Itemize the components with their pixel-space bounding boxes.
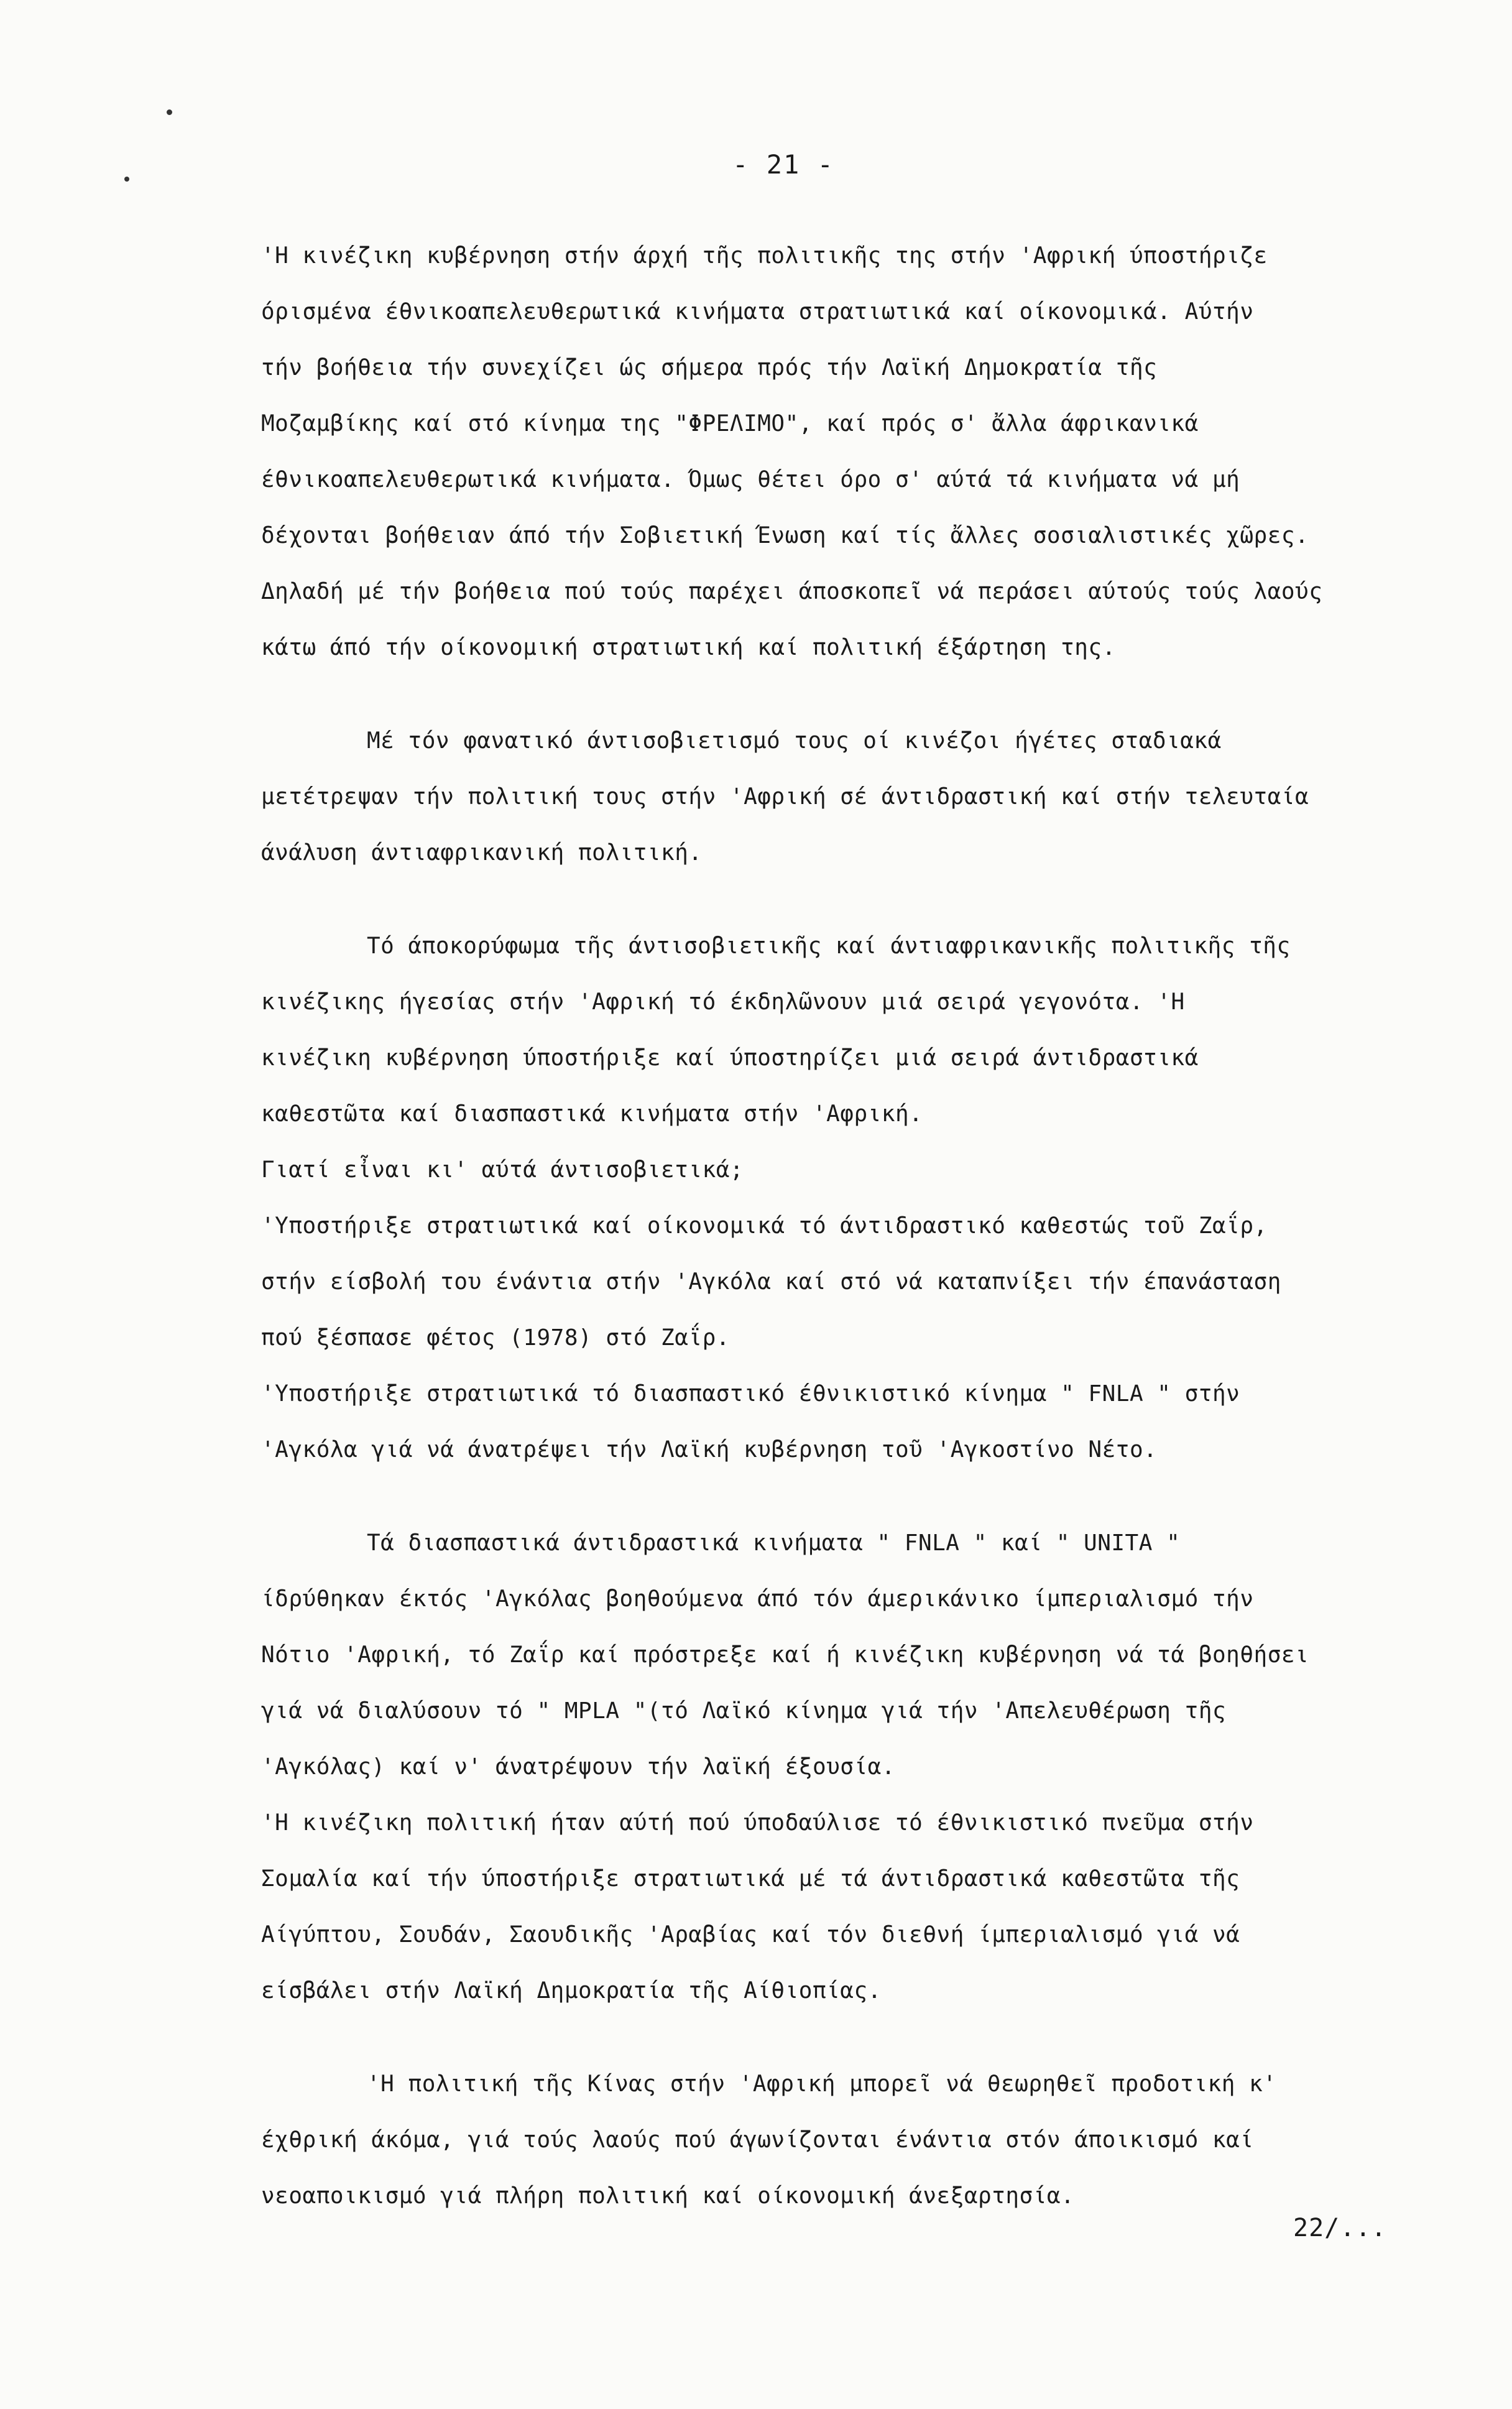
text-line: 'Αγκόλα γιά νά άνατρέψει τήν Λαϊκή κυβέρνηση τοῦ 'Αγκοστίνο Νέτο. [261,1437,1158,1463]
text-line: 'Η κινέζικη πολιτική ήταν αύτή πού ύποδαύλισε τό έθνικιστικό πνεῦμα στήν [261,1810,1254,1836]
text-line: κινέζικη κυβέρνηση ύποστήριξε καί ύποστηρίζει μιά σειρά άντιδραστικά [261,1045,1199,1071]
text-line: Αίγύπτου, Σουδάν, Σαουδικῆς 'Αραβίας καί τόν διεθνή ίμπεριαλισμό γιά νά [261,1922,1240,1948]
text-line: 'Αγκόλας) καί ν' άνατρέψουν τήν λαϊκή έξουσία. [261,1754,895,1780]
text-line: τήν βοήθεια τήν συνεχίζει ώς σήμερα πρός τήν Λαϊκή Δημοκρατία τῆς [261,355,1158,381]
text-line: μετέτρεψαν τήν πολιτική τους στήν 'Αφρική σέ άντιδραστική καί στήν τελευταία [261,784,1309,810]
paragraph-2 [261,728,1442,895]
continuation-marker: 22/... [1293,2214,1387,2242]
text-line: Μοζαμβίκης καί στό κίνημα της "ΦΡΕΛΙΜΟ", καί πρός σ' ἄλλα άφρικανικά [261,411,1199,437]
text-line: δέχονται βοήθειαν άπό τήν Σοβιετική Ένωση καί τίς ἄλλες σοσιαλιστικές χῶρες. [261,523,1309,548]
paragraph-3 [261,933,1442,1492]
paragraph-5 [261,2071,1442,2239]
text-line: έθνικοαπελευθερωτικά κινήματα. Όμως θέτει όρο σ' αύτά τά κινήματα νά μή [261,467,1240,492]
text-line: Δηλαδή μέ τήν βοήθεια πού τούς παρέχει άποσκοπεῖ νά περάσει αύτούς τούς λαούς [261,579,1323,604]
text-line: στήν είσβολή του ένάντια στήν 'Αγκόλα καί στό νά καταπνίξει τήν έπανάσταση [261,1269,1281,1295]
text-line: καθεστῶτα καί διασπαστικά κινήματα στήν 'Αφρική. [261,1101,923,1127]
scan-speck [167,109,172,115]
text-line: Νότιο 'Αφρική, τό Ζαΐρ καί πρόστρεξε καί ή κινέζικη κυβέρνηση νά τά βοηθήσει [261,1642,1309,1668]
text-line: Σομαλία καί τήν ύποστήριξε στρατιωτικά μέ τά άντιδραστικά καθεστῶτα τῆς [261,1866,1240,1892]
text-line: 'Η πολιτική τῆς Κίνας στήν 'Αφρική μπορεῖ νά θεωρηθεῖ προδοτική κ' [367,2071,1277,2097]
page-number: - 21 - [732,149,834,180]
text-line: έχθρική άκόμα, γιά τούς λαούς πού άγωνίζονται ένάντια στόν άποικισμό καί [261,2127,1254,2153]
paragraph-1 [261,243,1442,690]
text-line: πού ξέσπασε φέτος (1978) στό Ζαΐρ. [261,1325,730,1351]
text-line: άνάλυση άντιαφρικανική πολιτική. [261,840,703,866]
text-line: Τό άποκορύφωμα τῆς άντισοβιετικῆς καί άντιαφρικανικῆς πολιτικῆς τῆς [367,933,1291,959]
text-line: όρισμένα έθνικοαπελευθερωτικά κινήματα στρατιωτικά καί οίκονομικά. Αύτήν [261,299,1254,325]
text-line: κινέζικης ήγεσίας στήν 'Αφρική τό έκδηλῶνουν μιά σειρά γεγονότα. 'Η [261,989,1185,1015]
scan-speck [124,177,129,182]
text-line: Γιατί εἶναι κι' αύτά άντισοβιετικά; [261,1157,744,1183]
text-line: 'Η κινέζικη κυβέρνηση στήν άρχή τῆς πολιτικῆς της στήν 'Αφρική ύποστήριζε [261,243,1268,269]
paragraph-4 [261,1530,1442,2033]
text-line: 'Υποστήριξε στρατιωτικά καί οίκονομικά τό άντιδραστικό καθεστώς τοῦ Ζαΐρ, [261,1213,1268,1239]
text-line: κάτω άπό τήν οίκονομική στρατιωτική καί πολιτική έξάρτηση της. [261,635,1116,660]
text-line: είσβάλει στήν Λαϊκή Δημοκρατία τῆς Αίθιοπίας. [261,1978,882,2004]
body-text [261,243,1442,2239]
text-line: ίδρύθηκαν έκτός 'Αγκόλας βοηθούμενα άπό τόν άμερικάνικο ίμπεριαλισμό τήν [261,1586,1254,1612]
text-line: νεοαποικισμό γιά πλήρη πολιτική καί οίκονομική άνεξαρτησία. [261,2183,1075,2209]
text-line: γιά νά διαλύσουν τό " MPLA "(τό Λαϊκό κίνημα γιά τήν 'Απελευθέρωση τῆς [261,1698,1227,1724]
text-line: Μέ τόν φανατικό άντισοβιετισμό τους οί κινέζοι ήγέτες σταδιακά [367,728,1222,754]
text-line: 'Υποστήριξε στρατιωτικά τό διασπαστικό έθνικιστικό κίνημα " FNLA " στήν [261,1381,1240,1407]
text-line: Τά διασπαστικά άντιδραστικά κινήματα " FNLA " καί " UNITA " [367,1530,1181,1556]
